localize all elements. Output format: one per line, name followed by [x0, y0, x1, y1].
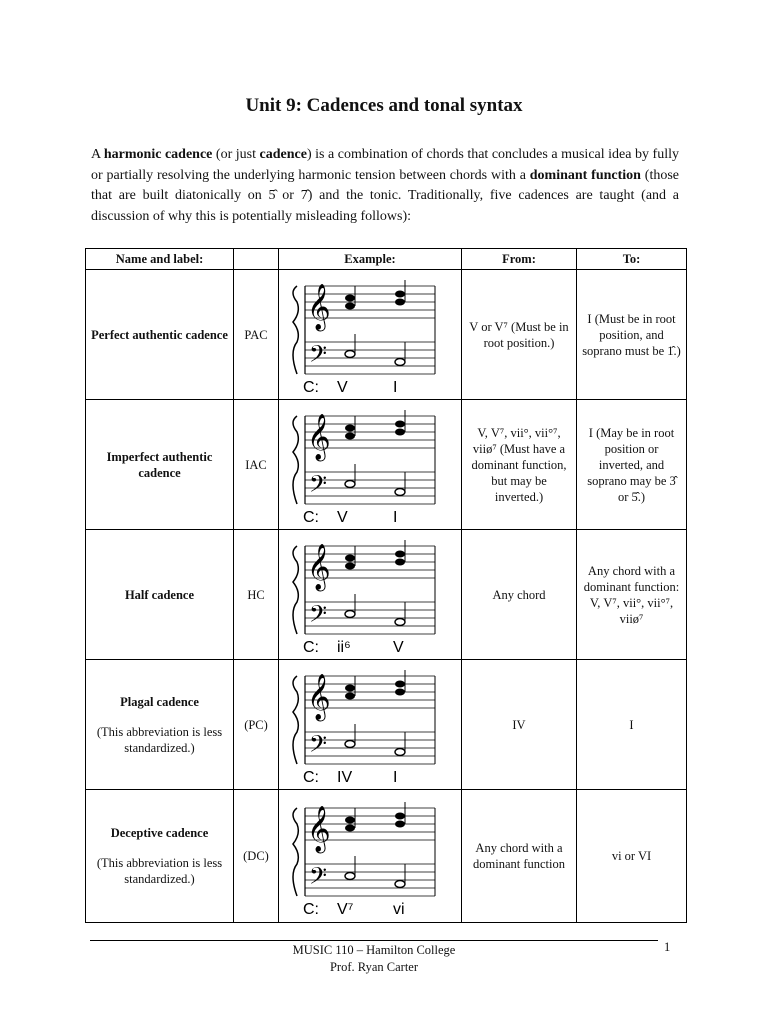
footer-course: MUSIC 110 – Hamilton College	[292, 943, 456, 957]
note-icon	[345, 611, 355, 618]
note-icon	[395, 551, 405, 558]
bass-clef-icon: 𝄢	[309, 730, 328, 763]
cadence-label: IAC	[234, 400, 279, 530]
note-icon	[395, 749, 405, 756]
chord-label-1: V	[337, 379, 348, 396]
key-label: C:	[303, 379, 319, 396]
from-cell: IV	[462, 660, 577, 790]
table-row	[86, 530, 687, 660]
to-cell: I (May be in root position or inverted, and soprano may be 3̂ or 5̂.)	[577, 400, 687, 530]
cadence-note: (This abbreviation is less standardized.)	[96, 724, 223, 755]
chord-label-2: I	[393, 509, 398, 526]
note-icon	[395, 820, 405, 827]
header-example: Example:	[279, 249, 462, 270]
note-icon	[345, 816, 355, 823]
grand-staff-example	[285, 532, 455, 657]
to-cell: vi or VI	[577, 790, 687, 923]
example-cell	[279, 790, 462, 923]
note-icon	[395, 421, 405, 428]
note-icon	[395, 559, 405, 566]
note-icon	[395, 880, 405, 887]
note-icon	[345, 693, 355, 700]
cadence-label: PAC	[234, 270, 279, 400]
note-icon	[345, 824, 355, 831]
brace-icon	[293, 808, 298, 896]
grand-staff-example	[285, 402, 455, 527]
brace-icon	[293, 416, 298, 504]
treble-clef-icon: 𝄞	[307, 414, 331, 460]
brace-icon	[293, 676, 298, 764]
example-cell	[279, 270, 462, 400]
note-icon	[395, 359, 405, 366]
chord-label-1: V	[337, 509, 348, 526]
example-cell	[279, 530, 462, 660]
table-row	[86, 790, 687, 923]
table-row	[86, 270, 687, 400]
note-icon	[395, 299, 405, 306]
term-dominant-function: dominant function	[529, 167, 641, 183]
cadence-name-cell	[86, 270, 234, 400]
chord-label-2: vi	[393, 900, 405, 918]
from-cell: V or V⁷ (Must be in root position.)	[462, 270, 577, 400]
note-icon	[345, 425, 355, 432]
chord-label-2: I	[393, 769, 398, 786]
treble-clef-icon: 𝄞	[307, 674, 331, 720]
bass-clef-icon: 𝄢	[309, 340, 328, 373]
table-row	[86, 400, 687, 530]
note-icon	[345, 303, 355, 310]
bass-clef-icon: 𝄢	[309, 470, 328, 503]
cadence-name-cell	[86, 790, 234, 923]
key-label: C:	[303, 769, 319, 786]
note-icon	[395, 689, 405, 696]
note-icon	[345, 741, 355, 748]
chord-label-2: V	[393, 639, 404, 656]
treble-clef-icon: 𝄞	[307, 284, 331, 330]
key-label: C:	[303, 900, 319, 918]
note-icon	[345, 872, 355, 879]
cadence-label: HC	[234, 530, 279, 660]
note-icon	[395, 489, 405, 496]
note-icon	[345, 563, 355, 570]
note-icon	[345, 295, 355, 302]
term-harmonic-cadence: harmonic cadence	[103, 147, 213, 162]
cadence-note: (This abbreviation is less standardized.)	[96, 856, 223, 886]
note-icon	[395, 619, 405, 626]
cadence-name: Plagal cadence	[120, 694, 199, 709]
treble-clef-icon: 𝄞	[307, 805, 331, 852]
chord-label-1: V⁷	[337, 900, 354, 918]
cadence-name: Imperfect authentic cadence	[106, 449, 213, 480]
treble-clef-icon: 𝄞	[307, 544, 331, 590]
grand-staff-example	[285, 794, 455, 919]
table-header-row	[86, 249, 687, 270]
cadence-name: Half cadence	[124, 587, 195, 602]
note-icon	[395, 291, 405, 298]
intro-paragraph: A harmonic cadence (or just cadence) is a combination of chords that concludes a musical idea by fully or partially resolving the underlying harmonic tension between chords with a dominant function (those that are built diatonically on 5̂ or 7̂) and the tonic. Traditionally, five cadences are taught (and a discussion of why this is potentially misleading follows):	[91, 147, 680, 224]
note-icon	[345, 351, 355, 358]
brace-icon	[293, 286, 298, 374]
from-cell: Any chord with a dominant function	[462, 790, 577, 923]
note-icon	[345, 481, 355, 488]
grand-staff-example	[285, 662, 455, 787]
table-row	[86, 660, 687, 790]
header-to: To:	[577, 249, 687, 270]
from-cell: V, V⁷, vii°, vii°⁷, viiø⁷ (Must have a dominant function, but may be inverted.)	[462, 400, 577, 530]
header-name: Name and label:	[86, 249, 234, 270]
header-from: From:	[462, 249, 577, 270]
key-label: C:	[303, 639, 319, 656]
example-cell	[279, 660, 462, 790]
footer	[90, 940, 658, 976]
brace-icon	[293, 546, 298, 634]
note-icon	[345, 685, 355, 692]
cadence-table	[85, 248, 687, 923]
cadence-label: (DC)	[234, 790, 279, 923]
term-cadence: cadence	[259, 147, 307, 162]
header-label	[234, 249, 279, 270]
note-icon	[395, 812, 405, 819]
footer-author: Prof. Ryan Carter	[329, 960, 419, 974]
note-icon	[395, 681, 405, 688]
cadence-name: Deceptive cadence	[110, 826, 209, 840]
to-cell: I	[577, 660, 687, 790]
example-cell	[279, 400, 462, 530]
note-icon	[345, 433, 355, 440]
from-cell: Any chord	[462, 530, 577, 660]
cadence-name-cell	[86, 530, 234, 660]
chord-label-2: I	[393, 379, 398, 396]
to-cell: Any chord with a dominant function: V, V⁷, vii°, vii°⁷, viiø⁷	[577, 530, 687, 660]
bass-clef-icon: 𝄢	[309, 600, 328, 633]
page-title: Unit 9: Cadences and tonal syntax	[245, 95, 523, 116]
note-icon	[345, 555, 355, 562]
page-number: 1	[664, 940, 671, 954]
cadence-name: Perfect authentic cadence	[91, 327, 228, 342]
chord-label-1: IV	[337, 769, 353, 786]
cadence-name-cell	[86, 660, 234, 790]
note-icon	[395, 429, 405, 436]
chord-label-1: ii⁶	[337, 639, 351, 656]
key-label: C:	[303, 509, 319, 526]
cadence-name-cell	[86, 400, 234, 530]
grand-staff-example	[285, 272, 455, 397]
bass-clef-icon: 𝄢	[309, 861, 328, 895]
cadence-label: (PC)	[234, 660, 279, 790]
to-cell: I (Must be in root position, and soprano must be 1̂.)	[577, 270, 687, 400]
